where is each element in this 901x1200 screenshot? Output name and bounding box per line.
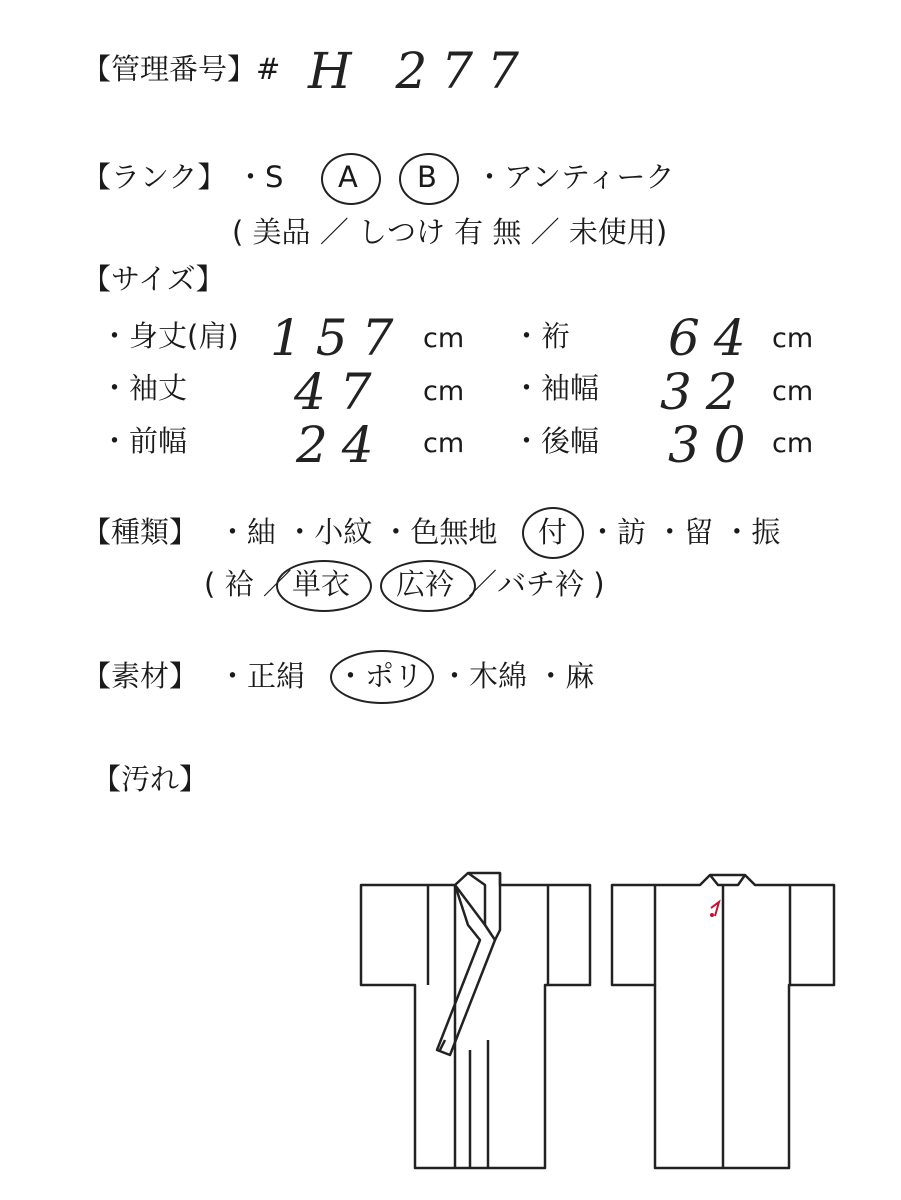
stain-mark-icon [710, 902, 719, 917]
size-row2-right-unit: cm [772, 376, 814, 407]
kimono-back-icon [612, 875, 834, 1168]
type-line1: ・紬 ・小紋 ・色無地 [218, 515, 498, 549]
rank-option-a: A [338, 160, 358, 194]
size-row3-right-label: ・後幅 [512, 424, 600, 458]
size-row2-right-label: ・袖幅 [512, 371, 600, 405]
size-row1-right-value: 64 [668, 309, 760, 367]
size-row2-left-unit: cm [423, 376, 465, 407]
type-single: 単衣 [292, 567, 351, 601]
size-row1-left-value: 157 [270, 309, 408, 367]
rank-option-s: ・S [236, 160, 284, 194]
management-label: 【管理番号】# [82, 52, 281, 86]
size-row3-left-label: ・前幅 [100, 424, 188, 458]
size-row3-right-value: 30 [668, 416, 760, 474]
material-rest: ・木綿 ・麻 [440, 659, 595, 693]
material-silk: ・正絹 [218, 659, 306, 693]
rank-option-antique: ・アンティーク [475, 160, 675, 194]
kimono-front-icon [361, 873, 590, 1168]
size-row3-right-unit: cm [772, 428, 814, 459]
size-row2-left-value: 47 [294, 363, 386, 421]
size-row1-right-label: ・裄 [512, 319, 571, 353]
type-line1-rest: ・訪 ・留 ・振 [588, 515, 781, 549]
rank-sub: ( 美品 ／ しつけ 有 無 ／ 未使用) [232, 215, 668, 249]
size-row1-left-unit: cm [423, 323, 465, 354]
size-row1-left-label: ・身丈(肩) [100, 319, 239, 353]
management-value: H 277 [308, 42, 533, 100]
type-label: 【種類】 [82, 515, 199, 549]
rank-label: 【ランク】 [82, 160, 227, 194]
material-circled: ・ポリ [336, 659, 424, 693]
type-line2-rest: ／バチ衿 ) [468, 567, 605, 601]
material-label: 【素材】 [82, 659, 199, 693]
size-row2-right-value: 32 [660, 363, 752, 421]
size-row3-left-unit: cm [423, 428, 465, 459]
rank-option-b: B [417, 160, 437, 194]
size-label: 【サイズ】 [82, 262, 225, 296]
type-wide: 広衿 [396, 567, 455, 601]
size-row2-left-label: ・袖丈 [100, 371, 188, 405]
type-line2-open: ( 袷 ／ [204, 567, 292, 601]
size-row1-right-unit: cm [772, 323, 814, 354]
size-row3-left-value: 24 [296, 416, 388, 474]
type-circled: 付 [538, 515, 568, 549]
stain-label: 【汚れ】 [92, 762, 209, 796]
